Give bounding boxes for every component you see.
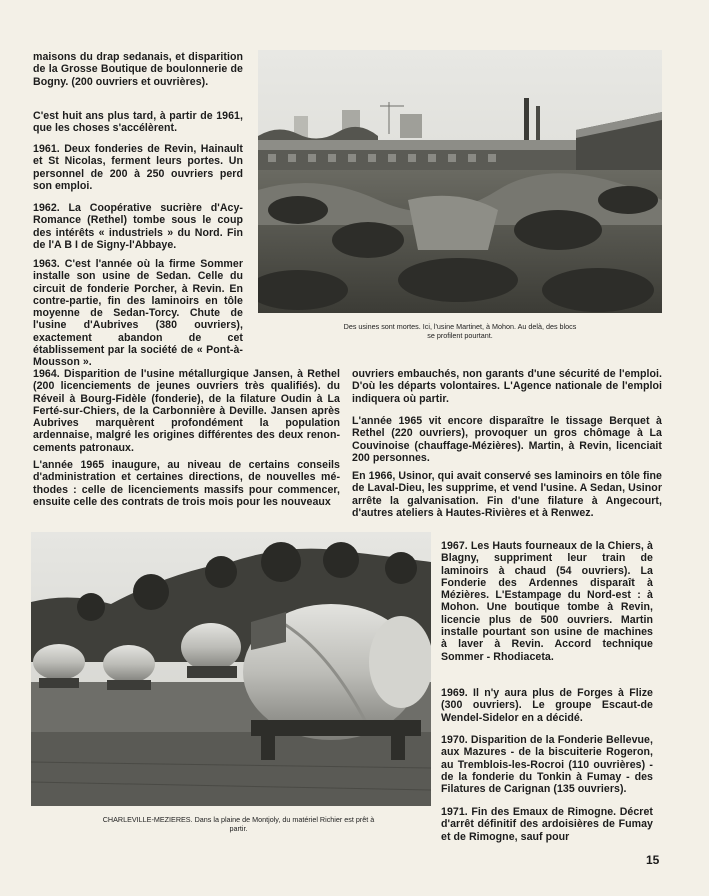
paragraph-1964: 1964. Disparition de l'usine métallurgique Jansen, à Rethel (200 licenciements de jeunes ouvriers très qualifiés). du Réveil à Bourg-Fidèle (fonderie), de la filature Oudin à La Ferté-sur-Chiers, de la Carbonnière à Deville. Jansen après Aubrives marquèrent profondément la population ardennaise, malgré les origines différentes des deux renoncements patronaux.	[33, 368, 340, 454]
paragraph-1961-intro: C'est huit ans plus tard, à partir de 1961, que les choses s'accélèrent.	[33, 110, 243, 135]
paragraph-ouvriers-embauches: ouvriers embauchés, non garants d'une sécurité de l'emploi. D'où les départs volontaires. L'Agence nationale de l'emploi indiquera où partir.	[352, 368, 662, 405]
paragraph-1969: 1969. Il n'y aura plus de Forges à Flize (300 ouvriers). Le groupe Escaut-de Wendel-Sidelor en a décidé.	[441, 687, 653, 724]
photo-materiel-richier	[31, 532, 431, 806]
paragraph-1963: 1963. C'est l'année où la firme Sommer installe son usine de Sedan. Celle du circuit de fonderie Porcher, à Revin. En contre-partie, fin des laminoirs en tôle moyenne de Sedan-Torcy. Chute de l'usine d'Aubrives (380 ouvriers), exactement abandon de cet établissement par la société de « Pont-à-Mousson ».	[33, 258, 243, 369]
caption-materiel-richier: CHARLEVILLE-MEZIERES. Dans la plaine de Montjoly, du matériel Richier est prêt à partir.	[102, 815, 375, 833]
paragraph-1961: 1961. Deux fonderies de Revin, Hainault et St Nicolas, ferment leurs portes. Un personnel de 200 à 250 ouvriers perd son emploi.	[33, 143, 243, 192]
photo-usine-martinet	[258, 50, 662, 313]
paragraph-1965-methodes: L'année 1965 inaugure, au niveau de certains conseils d'administration et certaines directions, de nouvelles méthodes : celle de licenciements massifs pour commencer, ensuite celle des contrats de trois mois pour les nouveaux	[33, 459, 340, 508]
paragraph-1971: 1971. Fin des Emaux de Rimogne. Décret d'arrêt définitif des ardoisières de Fumay et de Rimogne, sauf pour	[441, 806, 653, 843]
paragraph-1965-berquet: L'année 1965 vit encore disparaître le tissage Berquet à Rethel (220 ouvriers), provoquer un gros chômage à La Couvinoise (chauffage-Mézières). Martin, à Revin, licenciait 200 personnes.	[352, 415, 662, 464]
caption-usine-martinet: Des usines sont mortes. Ici, l'usine Martinet, à Mohon. Au delà, des blocs se profilent pourtant.	[343, 322, 577, 340]
paragraph-1966: En 1966, Usinor, qui avait conservé ses laminoirs en tôle fine de Laval-Dieu, les supprime, et vend l'usine. A Sedan, Usinor arrête la galvanisation. Fin d'une filature à Angecourt, d'autres ateliers à Hautes-Rivières et à Renwez.	[352, 470, 662, 519]
paragraph-1970: 1970. Disparition de la Fonderie Bellevue, aux Mazures - de la biscuiterie Rogeron, au Tremblois-les-Rocroi (110 ouvrières) - de la fonderie du Tonkin à Fumay - des Filatures de Carignan (135 ouvriers).	[441, 734, 653, 796]
page-number: 15	[646, 853, 660, 867]
paragraph-bogny: maisons du drap sedanais, et disparition de la Grosse Boutique de boulonnerie de Bogny. (200 ouvriers et ouvrières).	[33, 51, 243, 88]
paragraph-1967: 1967. Les Hauts fourneaux de la Chiers, à Blagny, suppriment leur train de laminoirs à chaud (54 ouvriers). La Fonderie des Ardennes disparaît à Mézières. L'Estampage du Nord-est : à Mohon. Une boutique tombe à Revin, licencie plus de 500 ouvriers. Martin installe pourtant son usine de machines à laver à Revin. Accord technique Sommer - Rhodiaceta.	[441, 540, 653, 663]
paragraph-1962: 1962. La Coopérative sucrière d'Acy-Romance (Rethel) tombe sous le coup des intérêts « industriels » du Nord. Fin de l'A B I de Signy-l'Abbaye.	[33, 202, 243, 251]
